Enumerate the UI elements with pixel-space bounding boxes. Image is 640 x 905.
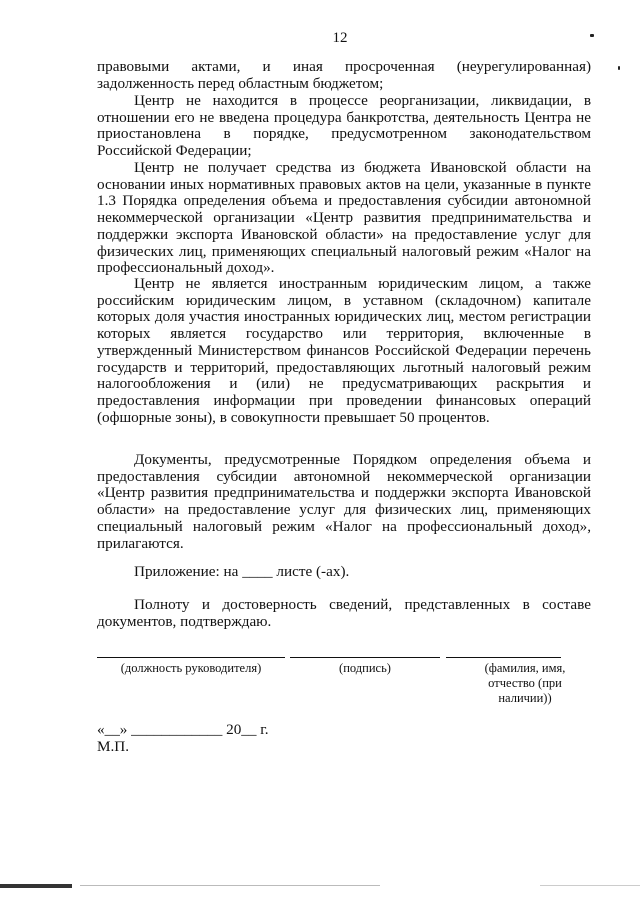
paragraph-line: основании иных нормативных правовых актов на цели, указанные в пункте (97, 175, 591, 193)
paragraph-line: «Центр развития предпринимательства и поддержки экспорта Ивановской (97, 484, 591, 502)
paragraph-line: Центр не получает средства из бюджета Ивановской области на (134, 159, 591, 176)
name-label-line: (фамилия, имя, (484, 661, 566, 675)
paragraph-line: профессиональный доход». (97, 259, 275, 277)
paragraph-line: предоставления информации при проведении финансовых операций (97, 391, 591, 409)
paragraph-line: предоставления субсидии автономной некоммерческой организации (97, 467, 591, 485)
paragraph-line: отношении его не введена процедура банкротства, деятельность Центра не (97, 108, 591, 126)
paragraph-line: российским юридическим лицом, в уставном (складочном) капитале (97, 291, 591, 309)
paragraph-line: прилагаются. (97, 534, 184, 552)
scan-mark (590, 34, 594, 37)
name-label (470, 661, 580, 706)
paragraph (97, 452, 591, 552)
paragraph-line: некоммерческой организации «Центр развития предпринимательства и (97, 209, 591, 227)
paragraph-line: специальный налоговый режим «Налог на профессиональный доход», (97, 517, 591, 535)
paragraph-line: области» на предоставление услуг для физических лиц, применяющих (97, 501, 591, 519)
paragraph-line: которых является государство или территория, включенные в (97, 325, 591, 343)
paragraph-line: Документы, предусмотренные Порядком определения объема и (134, 451, 591, 468)
paragraph-line: Центр не находится в процессе реорганизации, ликвидации, в (134, 92, 591, 109)
stamp-label: М.П. (97, 737, 130, 755)
signature-label: (подпись) (339, 661, 391, 675)
name-label-line: наличии)) (498, 691, 552, 705)
paragraph-line: утвержденный Министерством финансов Российской Федерации перечень (97, 341, 591, 359)
paragraph-line: Полноту и достоверность сведений, представленных в составе (134, 596, 591, 613)
date-line (97, 722, 591, 755)
signature-line (290, 657, 440, 658)
paragraph-line: документов, подтверждаю. (97, 612, 272, 630)
paragraph (97, 59, 591, 92)
paragraph-line: (офшорные зоны), в совокупности превышает 50 процентов. (97, 408, 490, 426)
paragraph (97, 276, 591, 426)
paragraph (97, 160, 591, 277)
paragraph-line: Приложение: на ____ листе (-ах). (134, 563, 350, 580)
page-number: 12 (332, 30, 348, 46)
paragraph-line: Российской Федерации; (97, 142, 252, 160)
paragraph-line: Центр не является иностранным юридическим лицом, а также (134, 275, 591, 292)
scan-mark (618, 66, 620, 70)
date-text: «__» ____________ 20__ г. (97, 721, 269, 738)
paragraph (97, 564, 591, 581)
paragraph-line: 1.3 Порядка определения объема и предоставления субсидии автономной (97, 192, 591, 210)
paragraph (97, 597, 591, 630)
name-label-line: отчество (при (488, 676, 562, 690)
paragraph-line: налогообложения и (или) не предусматривающих раскрытия и (97, 375, 591, 393)
paragraph-line: задолженность перед областным бюджетом; (97, 74, 384, 92)
paragraph-line: правовыми актами, и иная просроченная (неурегулированная) (97, 58, 591, 75)
paragraph-line: которых доля участия иностранных юридических лиц, местом регистрации (97, 308, 591, 326)
position-label: (должность руководителя) (120, 661, 262, 675)
paragraph-line: государств и территорий, предоставляющих льготный налоговый режим (97, 358, 591, 376)
name-line (446, 657, 561, 658)
paragraph-line: физических лиц, применяющих специальный налоговый режим «Налог на (97, 242, 591, 260)
paragraph-line: приостановлена в порядке, предусмотренном законодательством (97, 125, 591, 143)
position-line (97, 657, 285, 658)
paragraph-line: поддержки экспорта Ивановской области» на предоставление услуг для (97, 225, 591, 243)
paragraph (97, 93, 591, 160)
scan-noise (0, 882, 640, 890)
